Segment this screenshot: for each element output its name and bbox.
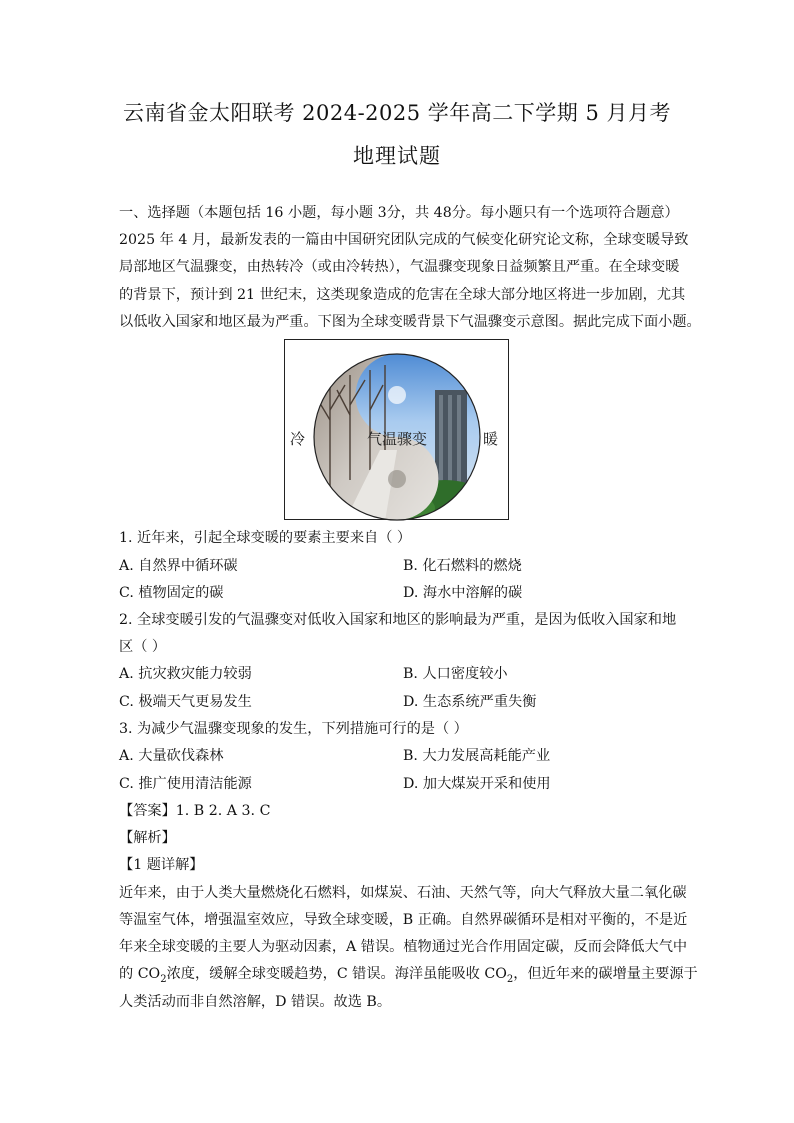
question-2-option-b: B. 人口密度较小 xyxy=(403,666,508,682)
cold-label: 冷 xyxy=(290,430,306,448)
passage-line-4: 以低收入国家和地区最为严重。下图为全球变暖背景下气温骤变示意图。据此完成下面小题。 xyxy=(119,314,701,330)
explanation-line-5: 人类活动而非自然溶解，D 错误。故选 B。 xyxy=(119,994,392,1010)
answer-key: 【答案】1. B 2. A 3. C xyxy=(119,803,271,819)
question-3-option-d: D. 加大煤炭开采和使用 xyxy=(403,776,551,792)
exam-title: 云南省金太阳联考 2024-2025 学年高二下学期 5 月月考 xyxy=(122,101,672,125)
question-2-stem: 2. 全球变暖引发的气温骤变对低收入国家和地区的影响最为严重，是因为低收入国家和地 xyxy=(119,612,677,628)
question-3-stem: 3. 为减少气温骤变现象的发生，下列措施可行的是（ ） xyxy=(119,721,468,737)
passage-line-3: 的背景下，预计到 21 世纪末，这类现象造成的危害在全球大部分地区将进一步加剧，尤其 xyxy=(119,287,686,303)
question-1-option-a: A. 自然界中循环碳 xyxy=(119,558,238,574)
explanation-line-2: 等温室气体，增强温室效应，导致全球变暖，B 正确。自然界碳循环是相对平衡的，不是近 xyxy=(119,912,688,928)
passage-line-1: 2025 年 4 月，最新发表的一篇由中国研究团队完成的气候变化研究论文称，全球变暖导致 xyxy=(119,232,689,248)
question-2-option-d: D. 生态系统严重失衡 xyxy=(403,694,537,710)
question-2-option-a: A. 抗灾救灾能力较弱 xyxy=(119,666,252,682)
question-1-option-d: D. 海水中溶解的碳 xyxy=(403,585,523,601)
question-1-stem: 1. 近年来，引起全球变暖的要素主要来自（ ） xyxy=(119,530,412,546)
explanation-line-1: 近年来，由于人类大量燃烧化石燃料，如煤炭、石油、天然气等，向大气释放大量二氧化碳 xyxy=(119,885,687,901)
passage-line-2: 局部地区气温骤变，由热转冷（或由冷转热），气温骤变现象日益频繁且严重。在全球变暖 xyxy=(119,259,680,275)
analysis-heading: 【解析】 xyxy=(119,830,176,846)
co2-subscript-2: 2 xyxy=(506,973,514,985)
question-1-option-b: B. 化石燃料的燃烧 xyxy=(403,558,522,574)
explanation-line-4-part-b: 浓度，缓解全球变暖趋势，C 错误。海洋虽能吸收 CO xyxy=(166,966,507,982)
subject-title: 地理试题 xyxy=(353,144,441,168)
question-2-stem-cont: 区（ ） xyxy=(119,639,167,655)
figure-temperature-swing xyxy=(284,339,509,520)
warm-label: 暖 xyxy=(483,430,499,448)
question-3-option-a: A. 大量砍伐森林 xyxy=(119,748,224,764)
temperature-swing-label: 气温骤变 xyxy=(367,430,428,448)
co2-subscript: 2 xyxy=(160,973,167,985)
question-1-option-c: C. 植物固定的碳 xyxy=(119,585,224,601)
explanation-line-4-part-c: ，但近年来的碳增量主要源于 xyxy=(513,966,698,982)
section-heading: 一、选择题（本题包括 16 小题，每小题 3分，共 48分。每小题只有一个选项符合题意） xyxy=(119,205,679,221)
detail-heading: 【1 题详解】 xyxy=(119,857,204,873)
explanation-line-3: 年来全球变暖的主要人为驱动因素，A 错误。植物通过光合作用固定碳，反而会降低大气中 xyxy=(119,939,688,955)
explanation-line-4-part-a: 的 CO xyxy=(119,966,161,982)
question-3-option-c: C. 推广使用清洁能源 xyxy=(119,776,252,792)
question-3-option-b: B. 大力发展高耗能产业 xyxy=(403,748,551,764)
question-2-option-c: C. 极端天气更易发生 xyxy=(119,694,252,710)
explanation-line-4 xyxy=(119,964,698,990)
